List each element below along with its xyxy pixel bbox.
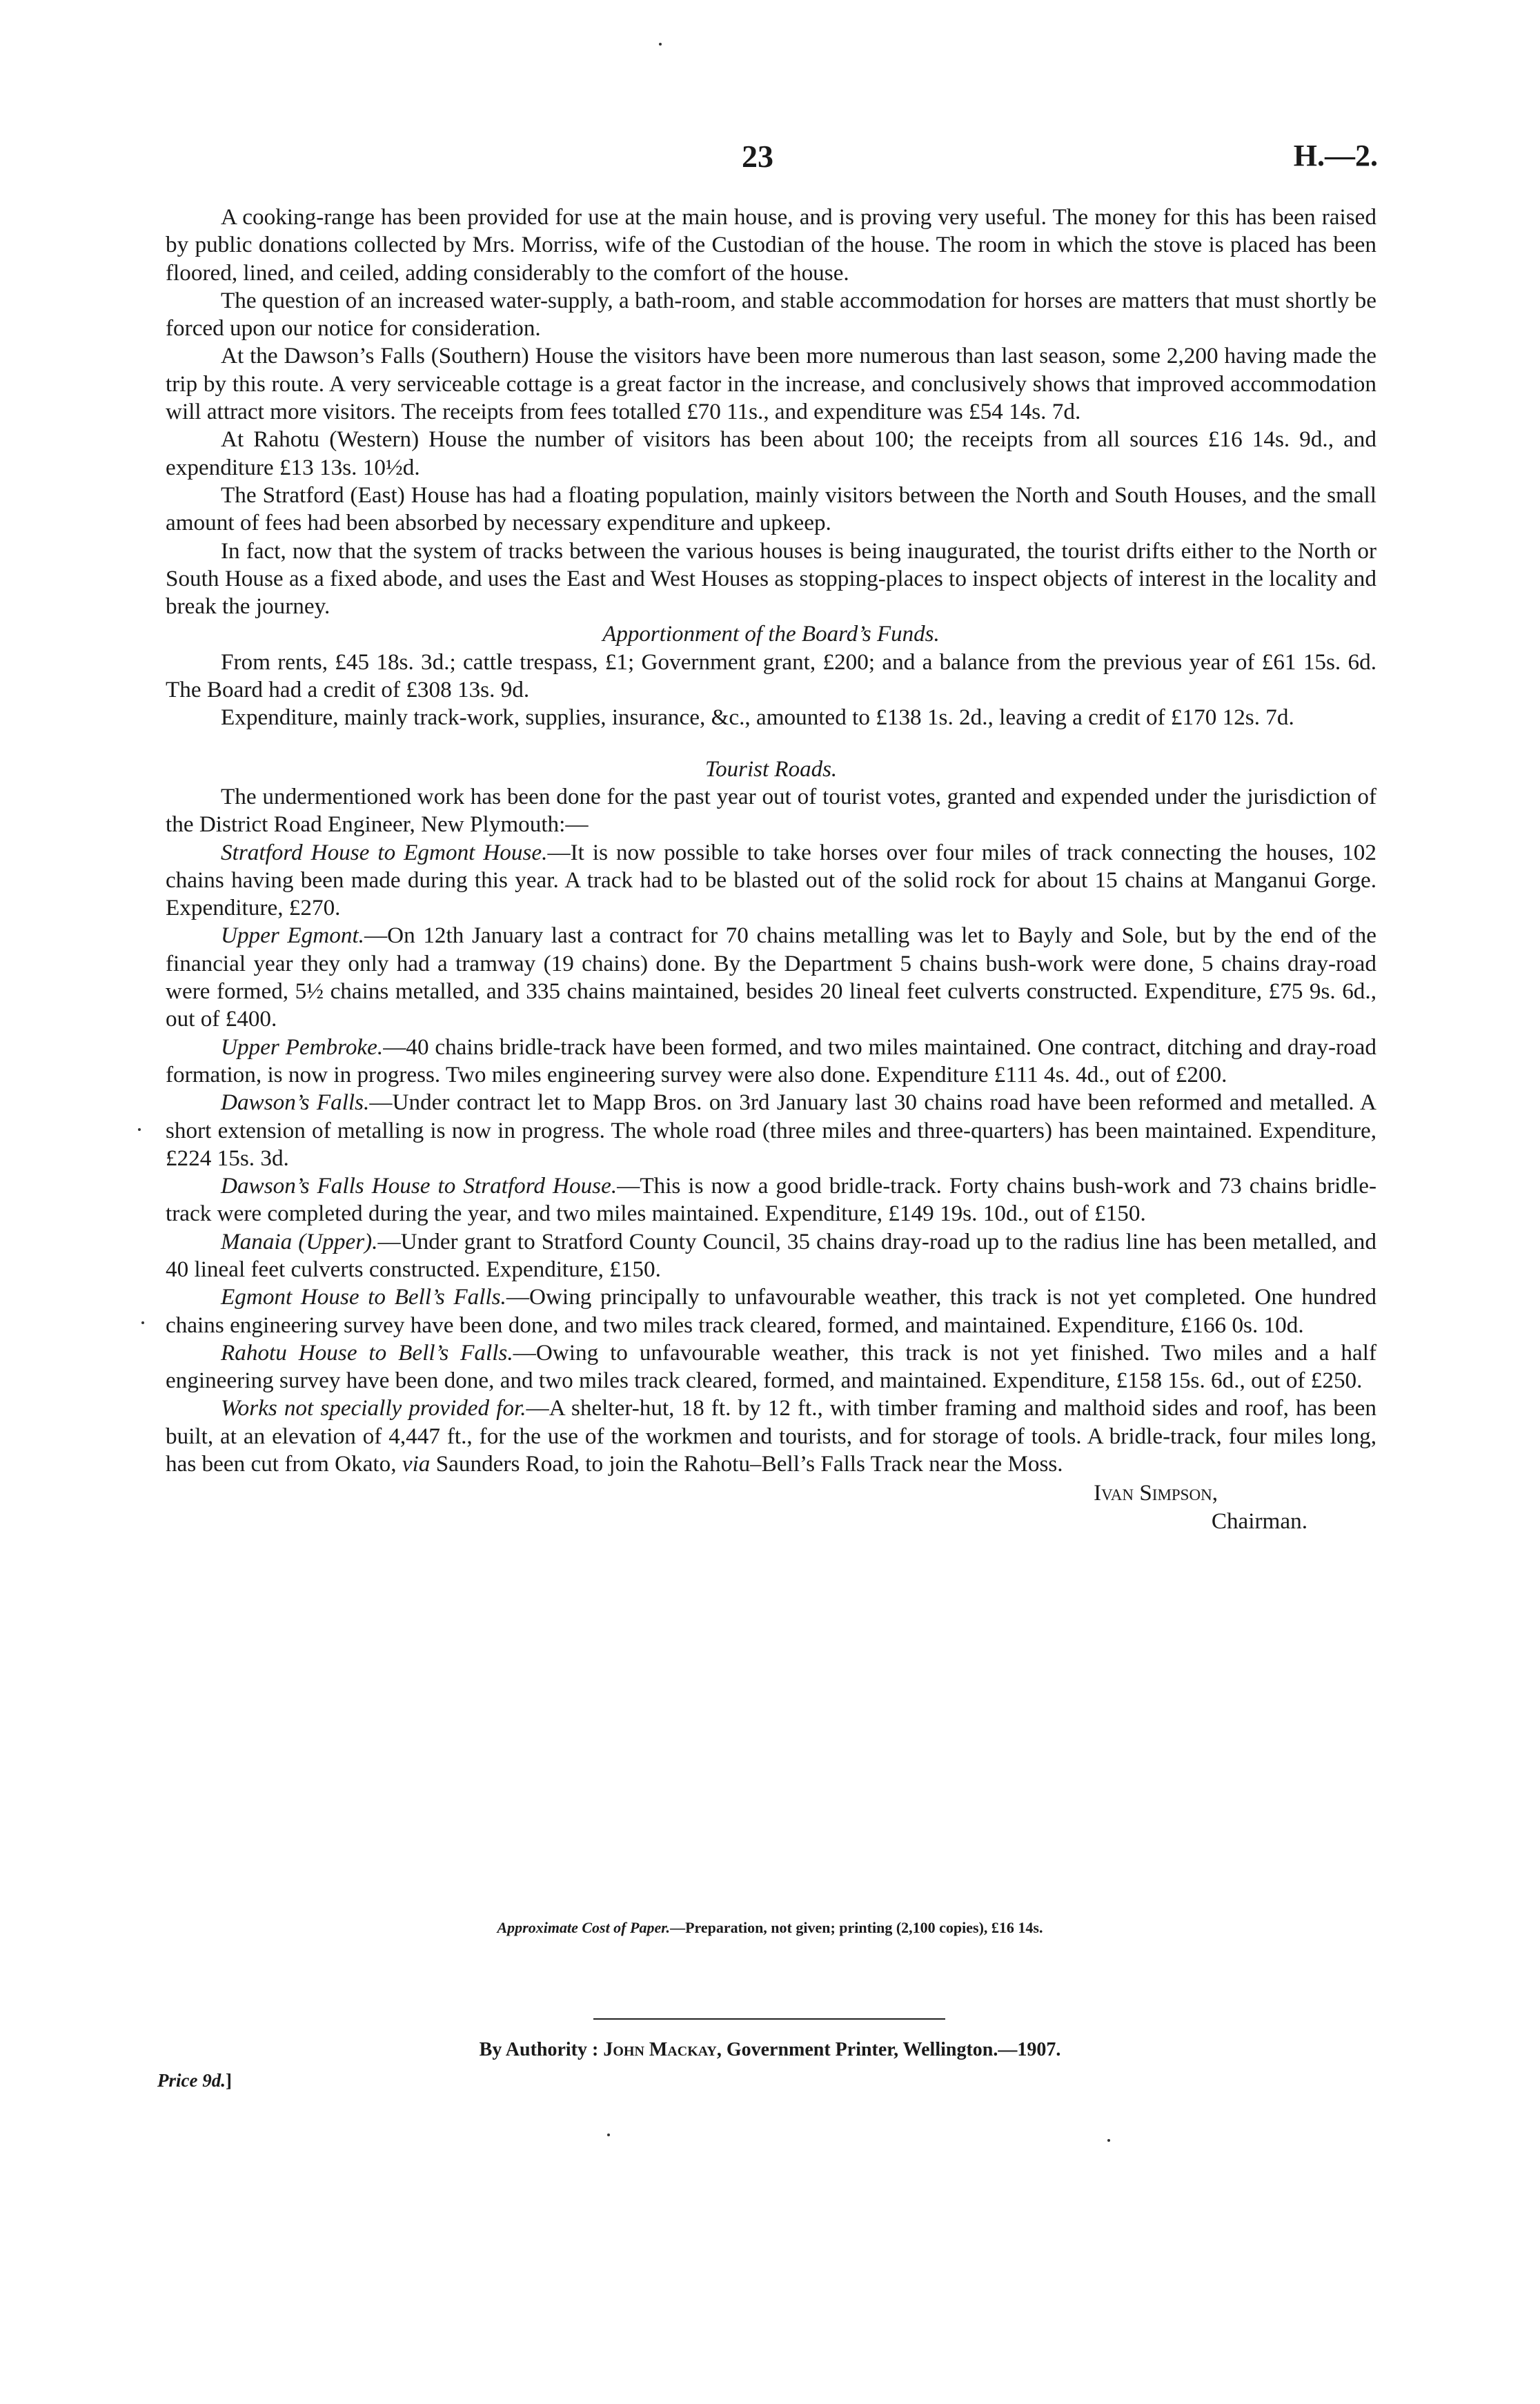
road-item-text: —A shelter-hut, 18 ft. by 12 ft., with timber framing and malthoid sides and roof, has been built, at an elevation of 4,447 ft., for the use of the workmen and tourists, and for storage of tools. A bridle-track, four miles long, has been cut from Okato,	[166, 1395, 1376, 1477]
road-item	[166, 922, 1376, 1033]
road-item-text: —Under grant to Stratford County Council, 35 chains dray-road up to the radius line has been metalled, and 40 lineal feet culverts constructed. Expenditure, £150.	[166, 1228, 1376, 1282]
road-item-text: —Owing to unfavourable weather, this track is not yet finished. Two miles and a half engineering survey have been done, and two miles track cleared, formed, and maintained. Expenditure, £158 15s. 6d., out of £250.	[166, 1339, 1376, 1394]
road-item	[166, 1172, 1376, 1228]
page-header	[0, 138, 1540, 179]
road-item-text: —40 chains bridle-track have been formed, and two miles maintained. One contract, ditching and dray-road formation, is now in progress. Two miles engineering survey were also done. Expenditure £111 4s. 4d., out of £200.	[166, 1034, 1376, 1087]
road-item	[166, 1395, 1376, 1478]
cost-note-label: Approximate Cost of Paper.	[497, 1919, 671, 1936]
road-item-text: —On 12th January last a contract for 70 chains metalling was let to Bayly and Sole, but by the end of the financial year they only had a tramway (19 chains) done. By the Department 5 chains bush-work were done, 5 chains dray-road were formed, 5½ chains metalled, and 335 chains maintained, besides 20 lineal feet culverts constructed. Expenditure, £75 9s. 6d., out of £400.	[166, 923, 1376, 1032]
paragraph: The Stratford (East) House has had a floating population, mainly visitors between the North and South Houses, and the small amount of fees had been absorbed by necessary expenditure and upkeep.	[166, 482, 1376, 536]
page-number: 23	[742, 139, 773, 174]
signatory-title: Chairman.	[1211, 1508, 1307, 1534]
via-word: via	[402, 1451, 431, 1477]
section-heading-funds: Apportionment of the Board’s Funds.	[602, 622, 940, 647]
section-heading-roads: Tourist Roads.	[704, 756, 838, 782]
road-item	[166, 1228, 1376, 1284]
road-item	[166, 1283, 1376, 1339]
document-code: H.—2.	[1293, 139, 1378, 173]
signatory-name: Ivan Simpson,	[1094, 1480, 1218, 1506]
paragraph: The question of an increased water-supply, a bath-room, and stable accommodation for horses are matters that must shortly be forced upon our notice for consideration.	[166, 287, 1376, 342]
road-item-title: Stratford House to Egmont House.	[221, 839, 548, 865]
price-label	[157, 2070, 232, 2091]
printer-name: John Mackay	[603, 2039, 717, 2060]
print-speck	[659, 43, 662, 46]
imprint-suffix: , Government Printer, Wellington.—1907.	[716, 2039, 1061, 2060]
road-item-title: Dawson’s Falls House to Stratford House.	[221, 1173, 618, 1199]
road-item-text: —Under contract let to Mapp Bros. on 3rd January last 30 chains road have been reformed and metalled. A short extension of metalling is now in progress. The whole road (three miles and three-quarters) has been maintained. Expenditure, £224 15s. 3d.	[166, 1090, 1376, 1171]
road-item-text: —Owing principally to unfavourable weather, this track is not yet completed. One hundred chains engineering survey have been done, and two miles track cleared, formed, and maintained. Expenditure, £166 0s. 10d.	[166, 1284, 1376, 1338]
divider-rule	[593, 2018, 945, 2020]
road-item-title: Works not specially provided for.	[221, 1395, 526, 1421]
signature-block	[166, 1479, 1376, 1535]
imprint-prefix: By Authority :	[479, 2039, 604, 2060]
paragraph: A cooking-range has been provided for use at the main house, and is proving very useful. The money for this has been raised by public donations collected by Mrs. Morriss, wife of the Custodian of the house. The room in which the stove is placed has been floored, lined, and ceiled, adding considerably to the comfort of the house.	[166, 204, 1376, 286]
road-item-title: Upper Pembroke.	[221, 1034, 384, 1060]
road-item-title: Dawson’s Falls.	[221, 1090, 370, 1116]
printer-imprint	[0, 2039, 1540, 2061]
road-item	[166, 1089, 1376, 1172]
road-item-title: Egmont House to Bell’s Falls.	[221, 1284, 506, 1310]
cost-of-paper-note	[0, 1919, 1540, 1937]
paragraph: At the Dawson’s Falls (Southern) House the visitors have been more numerous than last season, some 2,200 having made the trip by this route. A very serviceable cottage is a great factor in the increase, and conclusively shows that improved accommodation will attract more visitors. The receipts from fees totalled £70 11s., and expenditure was £54 14s. 7d.	[166, 343, 1376, 425]
paragraph: In fact, now that the system of tracks between the various houses is being inaugurated, the tourist drifts either to the North or South House as a fixed abode, and uses the East and West Houses as stopping-places to inspect objects of interest in the locality and break the journey.	[166, 538, 1376, 620]
print-speck	[1107, 2139, 1110, 2142]
road-item-text: Saunders Road, to join the Rahotu–Bell’s Falls Track near the Moss.	[430, 1451, 1063, 1477]
road-item-text: —It is now possible to take horses over four miles of track connecting the houses, 102 chains having been made during this year. A track had to be blasted out of the solid rock for about 15 chains at Manganui Gorge. Expenditure, £270.	[166, 839, 1376, 921]
cost-note-text: —Preparation, not given; printing (2,100 copies), £16 14s.	[670, 1919, 1043, 1936]
road-item	[166, 1339, 1376, 1395]
paragraph: The undermentioned work has been done for the past year out of tourist votes, granted and expended under the jurisdiction of the District Road Engineer, New Plymouth:—	[166, 783, 1376, 838]
paragraph: From rents, £45 18s. 3d.; cattle trespass, £1; Government grant, £200; and a balance from the previous year of £61 15s. 6d. The Board had a credit of £308 13s. 9d.	[166, 649, 1376, 703]
road-item-title: Manaia (Upper).	[221, 1228, 378, 1254]
road-item-title: Upper Egmont.	[221, 923, 364, 949]
road-item-text: —This is now a good bridle-track. Forty chains bush-work and 73 chains bridle-track were completed during the year, and two miles maintained. Expenditure, £149 19s. 10d., out of £150.	[166, 1173, 1376, 1227]
price-bracket: ]	[225, 2070, 232, 2091]
road-item-title: Rahotu House to Bell’s Falls.	[221, 1339, 513, 1366]
road-item	[166, 839, 1376, 923]
body-text	[166, 204, 1376, 1535]
print-speck	[138, 1128, 141, 1131]
print-speck	[607, 2134, 610, 2136]
price-text: Price 9d.	[157, 2070, 226, 2091]
road-item	[166, 1034, 1376, 1090]
paragraph: Expenditure, mainly track-work, supplies, insurance, &c., amounted to £138 1s. 2d., leaving a credit of £170 12s. 7d.	[221, 705, 1294, 731]
paragraph: At Rahotu (Western) House the number of visitors has been about 100; the receipts from all sources £16 14s. 9d., and expenditure £13 13s. 10½d.	[166, 426, 1376, 480]
print-speck	[141, 1321, 144, 1324]
